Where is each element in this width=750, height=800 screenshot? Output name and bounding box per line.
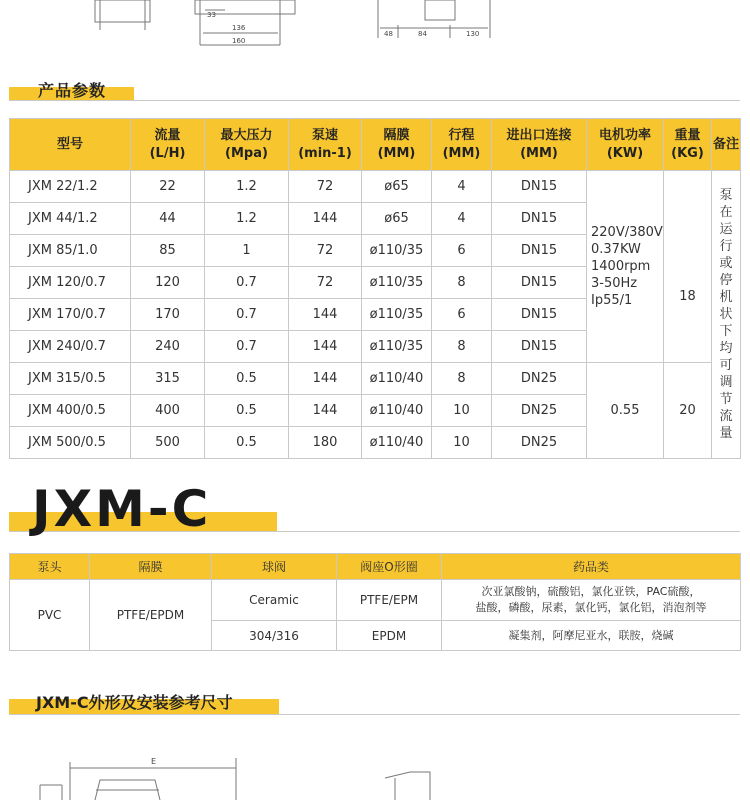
cell-connection: DN15 [492, 203, 587, 235]
cell-ball-valve: Ceramic [212, 580, 337, 621]
cell-connection: DN25 [492, 363, 587, 395]
cell-pressure: 0.5 [205, 395, 289, 427]
cell-flow: 170 [131, 299, 205, 331]
install-title: JXM-C外形及安装参考尺寸 [36, 693, 233, 712]
params-section-header [0, 76, 750, 102]
cell-speed: 144 [289, 331, 362, 363]
cell-model: JXM 120/0.7 [10, 267, 131, 299]
cell-stroke: 4 [432, 171, 492, 203]
cell-remark: 泵在运行或停机状下均可调节流量 [712, 171, 741, 459]
cell-connection: DN15 [492, 331, 587, 363]
cell-connection: DN15 [492, 171, 587, 203]
cell-speed: 144 [289, 299, 362, 331]
cell-seat-oring: PTFE/EPM [337, 580, 442, 621]
cell-flow: 500 [131, 427, 205, 459]
cell-weight-group2: 20 [664, 363, 712, 459]
cell-motor-group1: 220V/380V 0.37KW 1400rpm 3-50Hz Ip55/1 [587, 171, 664, 363]
cell-stroke: 10 [432, 427, 492, 459]
jxmc-title: JXM-C [32, 480, 212, 538]
cell-stroke: 8 [432, 267, 492, 299]
cell-connection: DN15 [492, 299, 587, 331]
cell-model: JXM 22/1.2 [10, 171, 131, 203]
cell-flow: 315 [131, 363, 205, 395]
cell-diaphragm: ø65 [362, 203, 432, 235]
header-ball-valve: 球阀 [212, 554, 337, 580]
dim-160: 160 [232, 37, 246, 45]
cell-ball-valve: 304/316 [212, 621, 337, 651]
cell-diaphragm: ø110/40 [362, 363, 432, 395]
cell-model: JXM 500/0.5 [10, 427, 131, 459]
drawing-body-left [95, 0, 150, 22]
cell-diaphragm: ø110/35 [362, 331, 432, 363]
cell-flow: 400 [131, 395, 205, 427]
dim-130: 130 [466, 30, 480, 38]
cell-stroke: 6 [432, 235, 492, 267]
cell-diaphragm: ø110/35 [362, 235, 432, 267]
dim-33: 33 [207, 11, 216, 19]
dim-48: 48 [384, 30, 393, 38]
cell-flow: 120 [131, 267, 205, 299]
header-motor-power: 电机功率 (KW) [587, 119, 664, 171]
cell-stroke: 8 [432, 363, 492, 395]
header-weight: 重量 (KG) [664, 119, 712, 171]
cell-model: JXM 400/0.5 [10, 395, 131, 427]
cell-pressure: 0.7 [205, 299, 289, 331]
cell-seat-oring: EPDM [337, 621, 442, 651]
cell-model: JXM 315/0.5 [10, 363, 131, 395]
cell-flow: 85 [131, 235, 205, 267]
cell-flow: 240 [131, 331, 205, 363]
cell-speed: 144 [289, 203, 362, 235]
header-pump-speed: 泵速 (min-1) [289, 119, 362, 171]
cell-diaphragm: ø110/40 [362, 395, 432, 427]
header-flow: 流量 (L/H) [131, 119, 205, 171]
cell-motor-group2: 0.55 [587, 363, 664, 459]
table-row [10, 363, 741, 395]
params-header-rule [9, 100, 740, 101]
cell-speed: 144 [289, 395, 362, 427]
header-remark: 备注 [712, 119, 741, 171]
cell-stroke: 4 [432, 203, 492, 235]
params-table [9, 118, 741, 459]
cell-pressure: 1.2 [205, 203, 289, 235]
cell-chemicals: 次亚氯酸钠，硫酸铝，氯化亚铁，PAC硫酸， 盐酸，磷酸，尿素，氯化钙，氯化铝，消泡剂等 [442, 580, 741, 621]
cell-pressure: 0.5 [205, 363, 289, 395]
install-header-rule [9, 714, 740, 715]
header-diaphragm: 隔膜 (MM) [362, 119, 432, 171]
header-diaphragm: 隔膜 [90, 554, 212, 580]
cell-diaphragm: ø110/35 [362, 299, 432, 331]
table-row [10, 580, 741, 621]
cell-pressure: 1.2 [205, 171, 289, 203]
cell-pressure: 0.5 [205, 427, 289, 459]
cell-speed: 144 [289, 363, 362, 395]
cell-stroke: 10 [432, 395, 492, 427]
params-title: 产品参数 [38, 81, 107, 100]
header-stroke: 行程 (MM) [432, 119, 492, 171]
cell-diaphragm: ø110/35 [362, 267, 432, 299]
cell-pressure: 1 [205, 235, 289, 267]
cell-chemicals: 凝集剂，阿摩尼亚水，联胺，烧碱 [442, 621, 741, 651]
header-seat-oring: 阀座O形圈 [337, 554, 442, 580]
top-dimension-drawing [0, 0, 750, 60]
cell-pump-head: PVC [10, 580, 90, 651]
cell-speed: 72 [289, 267, 362, 299]
header-model: 型号 [10, 119, 131, 171]
cell-flow: 44 [131, 203, 205, 235]
cell-connection: DN15 [492, 235, 587, 267]
cell-flow: 22 [131, 171, 205, 203]
cell-stroke: 8 [432, 331, 492, 363]
dim-136: 136 [232, 24, 246, 32]
cell-model: JXM 170/0.7 [10, 299, 131, 331]
install-section-header [0, 688, 750, 716]
cell-model: JXM 44/1.2 [10, 203, 131, 235]
cell-weight-group1: 18 [664, 171, 712, 363]
cell-speed: 72 [289, 235, 362, 267]
cell-diaphragm: PTFE/EPDM [90, 580, 212, 651]
table-row [10, 171, 741, 203]
cell-stroke: 6 [432, 299, 492, 331]
cell-connection: DN15 [492, 267, 587, 299]
header-connection: 进出口连接 (MM) [492, 119, 587, 171]
header-pump-head: 泵头 [10, 554, 90, 580]
cell-model: JXM 85/1.0 [10, 235, 131, 267]
cell-speed: 180 [289, 427, 362, 459]
cell-pressure: 0.7 [205, 267, 289, 299]
header-chemicals: 药品类 [442, 554, 741, 580]
header-max-pressure: 最大压力 (Mpa) [205, 119, 289, 171]
cell-speed: 72 [289, 171, 362, 203]
jxmc-table [9, 553, 741, 651]
cell-connection: DN25 [492, 427, 587, 459]
dim-label-e: E [151, 757, 157, 766]
install-drawing [0, 750, 750, 800]
cell-connection: DN25 [492, 395, 587, 427]
cell-model: JXM 240/0.7 [10, 331, 131, 363]
cell-pressure: 0.7 [205, 331, 289, 363]
dim-84: 84 [418, 30, 427, 38]
cell-diaphragm: ø65 [362, 171, 432, 203]
params-header-row [10, 119, 741, 171]
cell-diaphragm: ø110/40 [362, 427, 432, 459]
jxmc-header-row [10, 554, 741, 580]
jxmc-section-header [0, 478, 750, 538]
